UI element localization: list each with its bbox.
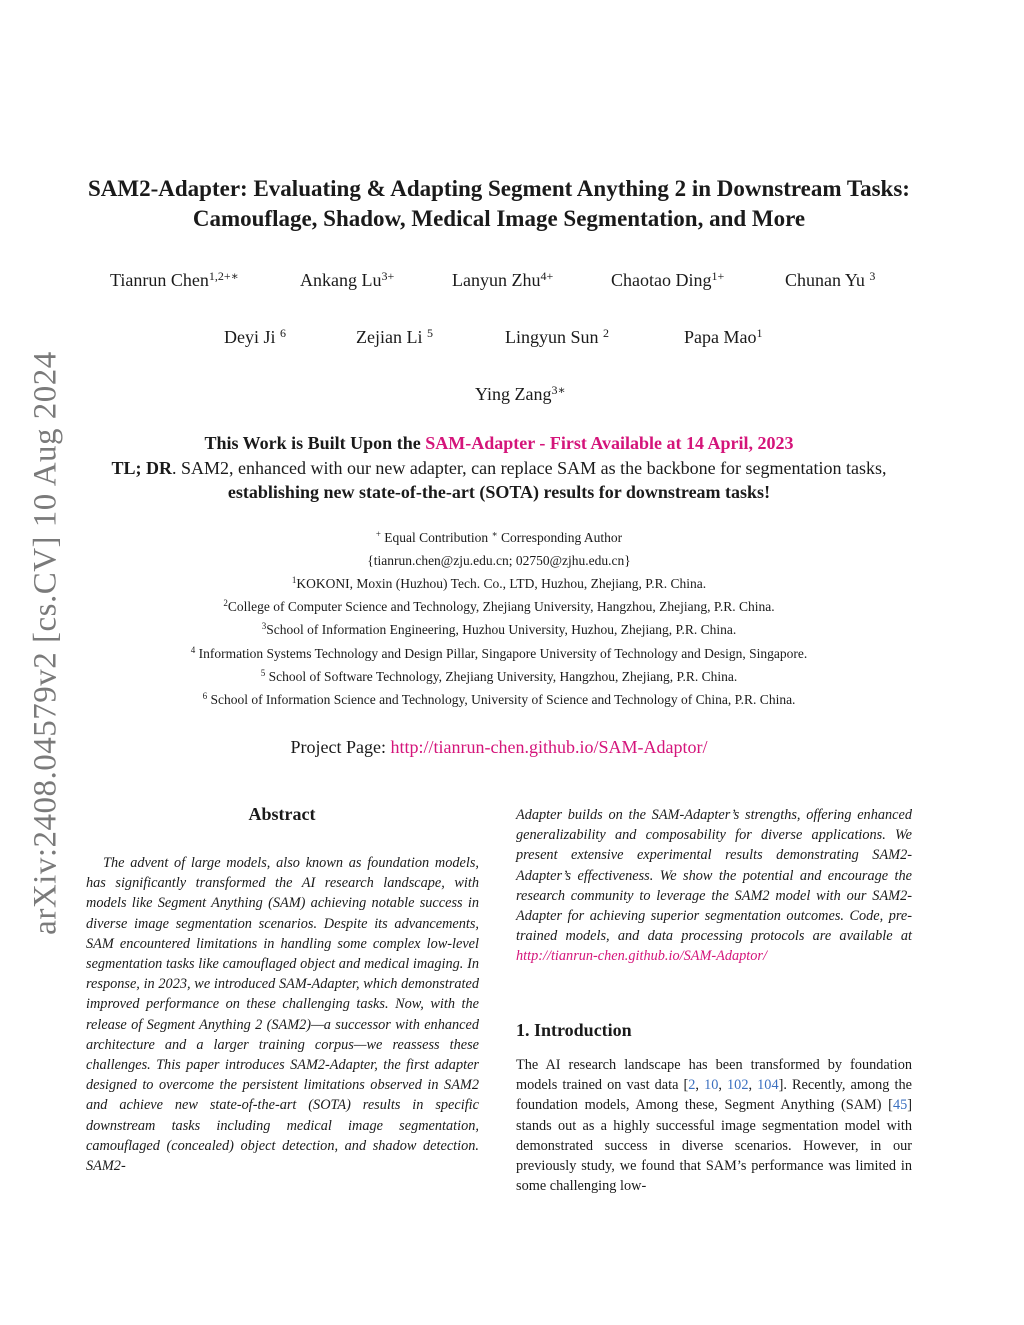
contact-emails: {tianrun.chen@zju.edu.cn; 02750@zjhu.edu.cn} — [367, 553, 631, 568]
contribution-note: + Equal Contribution ∗ Corresponding Author — [375, 529, 623, 545]
tldr-bold-line: establishing new state-of-the-art (SOTA) results for downstream tasks! — [227, 482, 771, 502]
abstract-heading: Abstract — [248, 804, 316, 824]
affiliation: $^3$School of Information Engineering, Huzhou University, Huzhou, Zhejiang, P.R. China. — [261, 621, 737, 637]
introduction-text: The AI research landscape has been transformed by foundation models trained on vast data [2, 10, 102, 104]. Recently, among the foundation models, Among these, Segment Anything (SAM) [45] stands out as a highly successful image segmentation model with demonstrated success in diverse scenarios. However, in our previously study, we found that SAM’s performance was limited in some challenging low- — [516, 1057, 912, 1195]
abstract-text: The advent of large models, also known as foundation models, has significantly transformed the AI research landscape, with models like Segment Anything (SAM) achieving notable success in diverse image segmentation scenarios. Despite its advancements, SAM encountered limitations in handling some complex low-level segmentation tasks like camouflaged object and medical imaging. In response, in 2023, we introduced SAM-Adapter, which demonstrated improved performance on these challenging tasks. Now, with the release of Segment Anything 2 (SAM2)—a successor with enhanced architecture and a larger training corpus—we reassess these challenges. This paper introduces SAM2-Adapter, the first adapter designed to overcome the persistent limitations observed in SAM2 and achieve new state-of-the-art (SOTA) results in specific downstream tasks including medical image segmentation, camouflaged (concealed) object detection, and shadow detection. SAM2- — [86, 855, 479, 1175]
affiliation: $^2$College of Computer Science and Technology, Zhejiang University, Hangzhou, Zhejiang, P.R. China. — [223, 598, 775, 614]
citation-link[interactable]: 104 — [757, 1077, 779, 1094]
author-row-1 — [0, 270, 1024, 300]
citation-link[interactable]: 10 — [704, 1077, 719, 1094]
author: Deyi Ji $^6$ — [224, 326, 286, 347]
author: Ankang $Lu^{3+}$ — [300, 269, 395, 290]
author: Chunan Yu $^3$ — [785, 269, 876, 290]
author: Lingyun Sun $^2$ — [505, 326, 610, 347]
author: Zejian Li $^5$ — [356, 326, 433, 347]
affiliation: $^5$ School of Software Technology, Zhejiang University, Hangzhou, Zhejiang, P.R. China. — [260, 668, 738, 684]
author: Chaotao Ding$^{1+}$ — [611, 269, 725, 290]
author: Ying Zang$^{3∗}$ — [475, 383, 566, 404]
citation-link[interactable]: 45 — [892, 1097, 908, 1114]
tldr-summary: TL; DR. SAM2, enhanced with our new adapter, can replace SAM as the backbone for segmentation tasks, establishing new state-of-the-art (SOTA) results for downstream tasks! — [111, 458, 887, 502]
citation-link[interactable]: 102 — [727, 1077, 749, 1094]
affiliation: $^6$ School of Information Science and Technology, University of Science and Technology of China, P.R. China. — [202, 691, 796, 707]
arxiv-identifier: arXiv:2408.04579v2 [cs.CV] 10 Aug 2024 — [27, 351, 64, 935]
author: Lanyun Zhu$^{4+}$ — [452, 269, 554, 290]
citation-link[interactable]: 2 — [688, 1077, 696, 1094]
project-page-link[interactable]: http://tianrun-chen.github.io/SAM-Adaptor/ — [390, 737, 708, 757]
paper-title: SAM2-Adapter: Evaluating & Adapting Segment Anything 2 in Downstream Tasks: Camouflage, Shadow, Medical Image Segmentation, and More — [88, 176, 910, 231]
sam-adapter-link[interactable]: SAM-Adapter - First Available at 14 April, 2023 — [425, 433, 794, 453]
author: Tianrun Chen$^{1,2+∗}$ — [110, 269, 239, 290]
code-link[interactable]: http://tianrun-chen.github.io/SAM-Adaptor/ — [516, 948, 767, 965]
author: Papa Mao$^1$ — [684, 326, 763, 347]
introduction-heading: 1. Introduction — [516, 1020, 632, 1040]
author-row-2 — [0, 327, 1024, 357]
affiliation: $^1$KOKONI, Moxin (Huzhou) Tech. Co., LTD, Huzhou, Zhejiang, P.R. China. — [291, 575, 707, 591]
project-page: Project Page: http://tianrun-chen.github.io/SAM-Adaptor/ — [290, 737, 708, 757]
abstract-continuation: Adapter builds on the SAM-Adapter’s strengths, offering enhanced generalizability and composability for diverse applications. We present extensive experimental results demonstrating SAM2-Adapter’s effectiveness. We show the potential and encourage the research community to leverage the SAM2 model with our SAM2-Adapter for achieving superior segmentation outcomes. Code, pre-trained models, and data processing protocols are available at http://tianrun-chen.github.io/SAM-Adaptor/ — [516, 807, 912, 965]
affiliation: $^4$ Information Systems Technology and Design Pillar, Singapore University of Technology and Design, Singapore. — [190, 645, 808, 661]
author-row-3 — [0, 384, 1024, 414]
built-upon-notice: This Work is Built Upon the SAM-Adapter - First Available at 14 April, 2023 — [204, 433, 794, 453]
